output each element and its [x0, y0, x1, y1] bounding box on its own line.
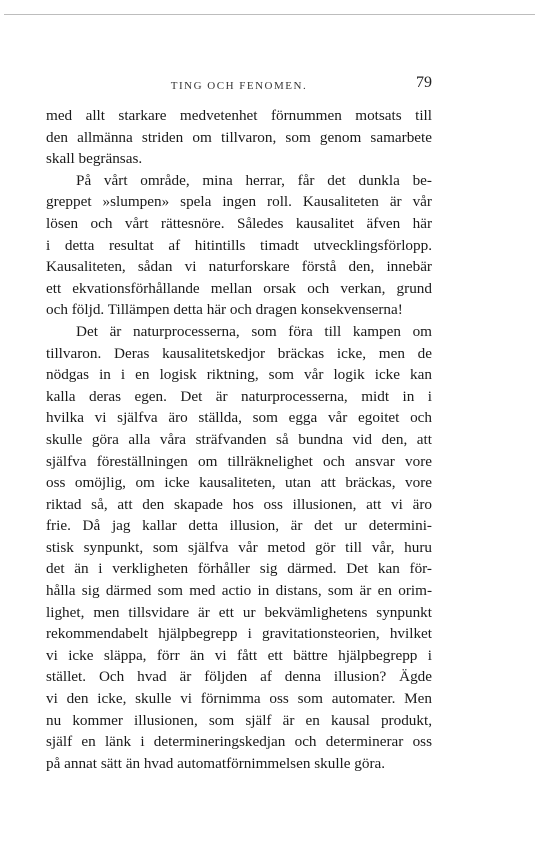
text-line: Det är naturprocesserna, som föra till kampen om [76, 322, 432, 340]
text-line: skulle göra alla våra sträfvanden så bundna vid den, att [46, 430, 432, 448]
text-line: med allt starkare medvetenhet förnummen motsats till [46, 107, 432, 124]
paragraph [46, 105, 432, 170]
text-line: och följd. Tillämpen detta här och dragen konsekvenserna! [46, 301, 403, 319]
text-line: På vårt område, mina herrar, får det dunkla be- [76, 171, 432, 189]
text-line: hålla sig därmed som med actio in distans, som är en orim- [46, 582, 432, 600]
text-line: frie. Då jag kallar detta illusion, är det ur determini- [46, 517, 432, 535]
text-line: vi icke släppa, förr än vi fått ett bättre hjälpbegrepp i [46, 646, 432, 664]
text-line: stisk synpunkt, som själfva vår metod gör till vår, huru [46, 538, 432, 556]
body-text [46, 105, 432, 774]
running-head: TING OCH FENOMEN. [170, 80, 308, 92]
text-line: på annat sätt än hvad automatförnimmelsen skulle göra. [46, 754, 386, 772]
text-line: stället. Och hvad är följden af denna illusion? Ägde [46, 668, 432, 686]
paragraph [46, 321, 432, 774]
text-line: själfva föreställningen om tillräknelighet och ansvar vore [46, 452, 432, 470]
text-line: vi den icke, skulle vi förnimma oss som automater. Men [46, 690, 432, 708]
text-line: lighet, men tillsvidare är ett ur bekvämlighetens synpunkt [46, 603, 432, 621]
text-line: hvilka vi själfva äro ställda, som egga vår egoitet och [46, 409, 432, 427]
text-line: skall begränsas. [46, 150, 143, 168]
page-header [46, 74, 432, 100]
text-line: i detta resultat af hitintills timadt utvecklingsförlopp. [46, 236, 432, 254]
paragraph [46, 170, 432, 321]
text-line: lösen och vårt rättesnöre. Således kausalitet äfven här [46, 214, 432, 232]
text-line: den allmänna striden om tillvaron, som genom samarbete [46, 128, 432, 146]
top-edge-rule [4, 14, 535, 15]
text-line: nu kommer illusionen, som själf är en kausal produkt, [46, 711, 432, 729]
text-line: kalla deras egen. Det är naturprocesserna, midt in i [46, 387, 432, 405]
text-line: oss omöjlig, om icke kausaliteten, utan att bräckas, vore [46, 474, 432, 492]
text-line: ett ekvationsförhållande mellan orsak och verkan, grund [46, 279, 432, 297]
text-line: Kausaliteten, sådan vi naturforskare förstå den, innebär [46, 258, 432, 276]
text-line: riktad så, att den skapade hos oss illusionen, att vi äro [46, 495, 432, 513]
text-line: greppet »slumpen» spela ingen roll. Kausaliteten är vår [46, 193, 432, 211]
text-line: nödgas in i en logisk riktning, som vår logik icke kan [46, 366, 432, 384]
text-line: själf en länk i determineringskedjan och determinerar oss [46, 733, 432, 751]
text-line: tillvaron. Deras kausalitetskedjor bräckas icke, men de [46, 344, 432, 362]
text-line: det än i verkligheten förhåller sig därmed. Det kan för- [46, 560, 432, 578]
page-number: 79 [416, 74, 432, 91]
text-line: rekommendabelt hjälpbegrepp i gravitationsteorien, hvilket [46, 625, 432, 643]
